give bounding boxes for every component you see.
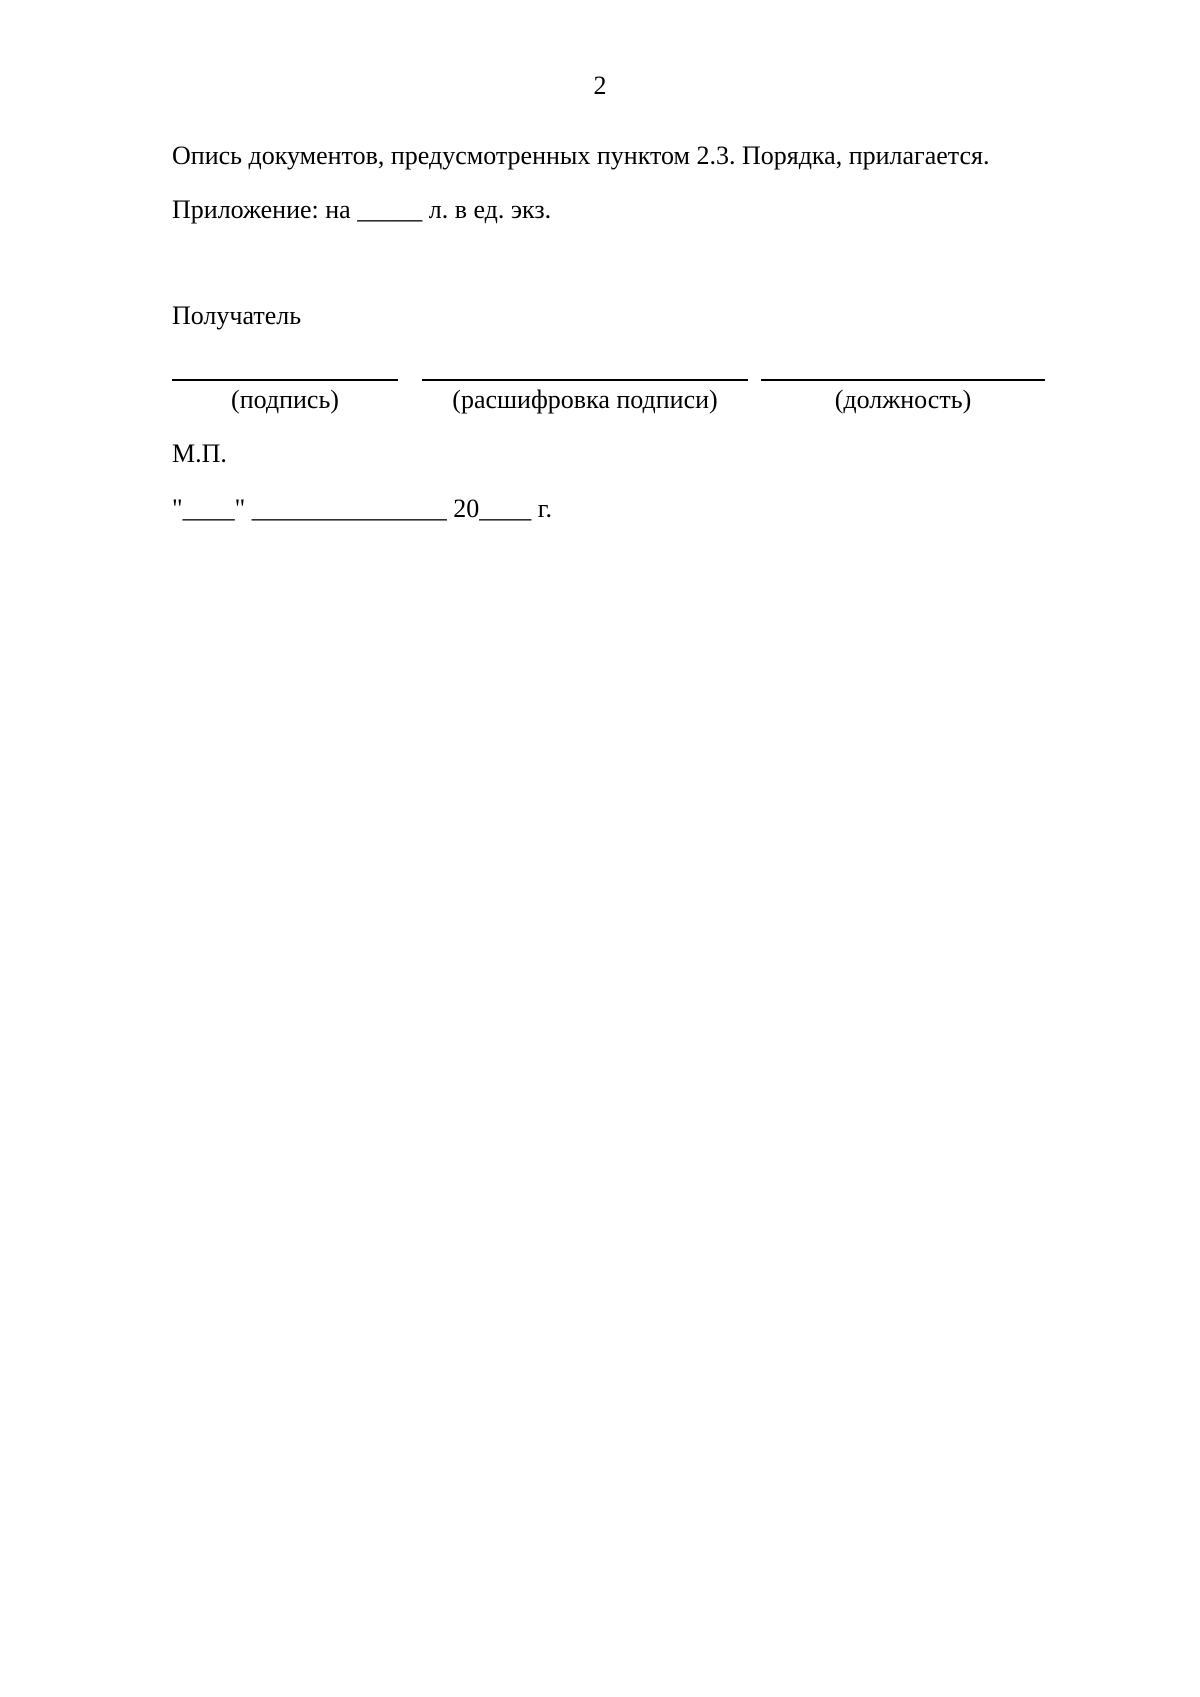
attachment-text: Приложение: на _____ л. в ед. экз. — [172, 195, 552, 224]
date-line: "____" _______________ 20____ г. — [172, 494, 552, 523]
stamp-placeholder-label: М.П. — [172, 439, 227, 468]
inventory-text: Опись документов, предусмотренных пунктом 2.3. Порядка, прилагается. — [172, 141, 990, 170]
position-line — [761, 379, 1045, 381]
signature-caption: (подпись) — [231, 385, 339, 414]
signature-decoding-caption: (расшифровка подписи) — [452, 385, 718, 414]
recipient-label: Получатель — [172, 301, 302, 330]
page-number: 2 — [593, 71, 607, 100]
position-caption: (должность) — [834, 385, 972, 414]
signature-decoding-line — [422, 379, 748, 381]
signature-line — [172, 379, 398, 381]
